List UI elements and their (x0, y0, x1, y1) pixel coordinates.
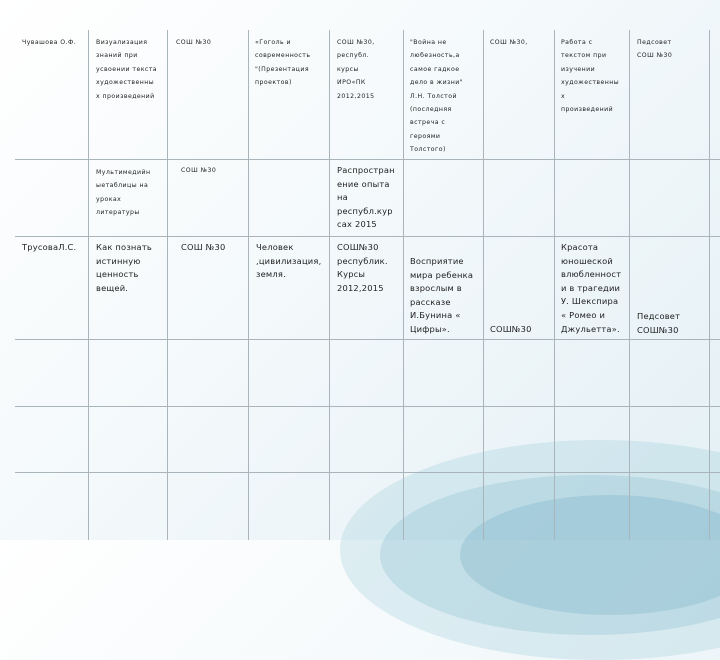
table-cell-topic: Красота юношеской влюбленност и в трагедии У. Шекспира « Ромео и Джульетта». (561, 242, 622, 334)
column-divider (167, 30, 168, 540)
table-cell-topic: Работа с текстом при изучении художественны х произведений (561, 39, 620, 114)
table-cell-event: Человек ,цивилизация, земля. (256, 242, 322, 280)
table-cell-experience: Распростран ение опыта на республ.кур сах 2015 (337, 165, 395, 230)
row-divider (15, 406, 720, 407)
table-cell-lesson: Восприятие мира ребенка взрослым в рассказе И.Бунина « Цифры». (410, 256, 474, 334)
column-divider (554, 30, 555, 540)
table-cell-teacher: Чувашова О.Ф. (22, 39, 77, 46)
table-cell-lesson: "Война не любезность,а самое гадкое дело в жизни" Л.Н. Толстой (последняя встреча с героями Толстого) (410, 39, 464, 154)
row-divider (15, 159, 720, 160)
table-cell-topic: Мультимедийн ыетаблицы на уроках литературы (96, 169, 151, 217)
table-cell-place: СОШ №30, республ. курсы ИРО«ПК 2012,2015 (337, 39, 375, 100)
table-cell-topic: Визуализация знаний при усвоении текста художественны х произведений (96, 39, 158, 100)
table-cell-topic: Как познать истинную ценность вещей. (96, 242, 152, 293)
table-cell-place: СОШ№30 (490, 324, 532, 334)
row-divider (15, 339, 720, 340)
column-divider (329, 30, 330, 540)
table-cell-place: СОШ №30 (181, 167, 217, 174)
table-cell-venue: Педсовет СОШ№30 (637, 311, 681, 335)
row-divider (15, 472, 720, 473)
column-divider (709, 30, 710, 540)
table-cell-place: СОШ №30 (176, 39, 212, 46)
table-cell-venue: Педсовет СОШ №30 (637, 39, 673, 60)
column-divider (403, 30, 404, 540)
column-divider (248, 30, 249, 540)
table-cell-teacher: ТрусоваЛ.С. (22, 242, 77, 252)
table-cell-place: СОШ№30 республик. Курсы 2012,2015 (337, 242, 388, 293)
table-cell-event: «Гоголь и современность "(Презентация проектов) (255, 39, 311, 87)
column-divider (88, 30, 89, 540)
table-cell-place: СОШ №30 (181, 242, 226, 252)
table-cell-place: СОШ №30, (490, 39, 528, 46)
column-divider (629, 30, 630, 540)
column-divider (483, 30, 484, 540)
row-divider (15, 236, 720, 237)
